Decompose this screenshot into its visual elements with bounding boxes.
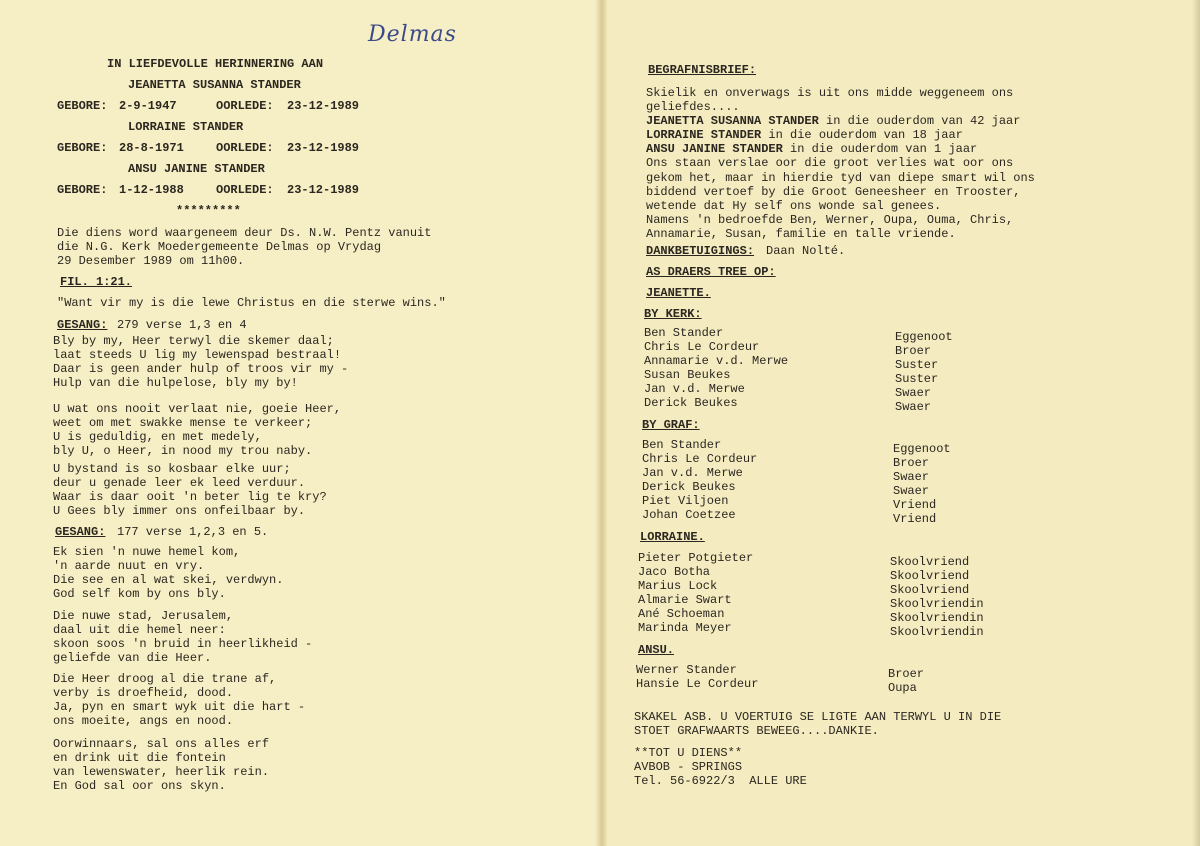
by-graf-heading: BY GRAF: [642, 418, 700, 432]
verse-line: en drink uit die fontein [53, 751, 226, 766]
service-details [57, 226, 431, 268]
verse-line: ons moeite, angs en nood. [53, 714, 234, 729]
bearer-name: Chris Le Cordeur [642, 452, 758, 467]
bearer-name: Derick Beukes [644, 396, 738, 411]
bearer-role: Suster [895, 372, 939, 387]
verse-line: Daar is geen ander hulp of troos vir my - [53, 362, 349, 377]
bearer-role: Skoolvriend [890, 569, 970, 584]
verse-line: U Gees bly immer ons onfeilbaar by. [53, 504, 306, 519]
verse-line: God self kom by ons bly. [53, 587, 226, 602]
bearer-name: Johan Coetzee [642, 508, 736, 523]
verse-line: deur u genade leer ek leed verduur. [53, 476, 306, 491]
bearer-name: Derick Beukes [642, 480, 736, 495]
bearer-name: Pieter Potgieter [638, 551, 754, 565]
bearer-name: Almarie Swart [638, 593, 732, 608]
body-line: wetende dat Hy self ons wonde sal genees. [646, 198, 942, 213]
bearer-role: Skoolvriend [890, 555, 970, 569]
notice-line: STOET GRAFWAARTS BEWEEG....DANKIE. [634, 724, 879, 739]
hymn1-verse [53, 462, 327, 518]
verse-line: Die see en al wat skei, verdwyn. [53, 573, 284, 588]
body-line: Annamarie, Susan, familie en talle vriende. [646, 226, 956, 241]
verse-line: Hulp van die hulpelose, bly my by! [53, 376, 298, 391]
deceased-age: in die ouderdom van 1 jaar [782, 142, 978, 157]
body-line: Skielik en onverwags is uit ons midde weggeneem ons [646, 86, 1014, 100]
hymn2-verse [53, 545, 283, 601]
verse-line: En God sal oor ons skyn. [53, 779, 226, 794]
service-line: 29 Desember 1989 om 11h00. [57, 254, 245, 269]
died-label-1: OORLEDE: [216, 99, 274, 113]
memorial-title: IN LIEFDEVOLLE HERINNERING AAN [107, 57, 324, 71]
deceased-age: in die ouderdom van 42 jaar [818, 114, 1021, 129]
verse-line: verby is droefheid, dood. [53, 686, 234, 701]
person-name-3: ANSU JANINE STANDER [128, 162, 265, 176]
scripture-ref: FIL. 1:21. [60, 275, 133, 289]
verse-line: Ek sien 'n nuwe hemel kom, [53, 545, 241, 559]
died-label-3: OORLEDE: [216, 183, 274, 197]
right-page [600, 0, 1200, 846]
bearer-name: Werner Stander [636, 663, 737, 677]
deceased-name: LORRAINE STANDER [646, 128, 762, 143]
deceased-line [646, 114, 1035, 128]
ansu-names [636, 663, 758, 691]
verse-line: van lewenswater, heerlik rein. [53, 765, 270, 780]
died-label-2: OORLEDE: [216, 141, 274, 155]
lorraine-names [638, 551, 753, 636]
bearer-role: Swaer [895, 386, 932, 401]
bearer-name: Marinda Meyer [638, 621, 732, 636]
bearer-role: Broer [888, 667, 925, 681]
ansu-heading: ANSU. [638, 643, 675, 657]
hymn1-verse [53, 334, 348, 390]
born-label-1: GEBORE: [57, 99, 108, 113]
bearer-role: Swaer [893, 470, 930, 485]
lorraine-roles [890, 555, 984, 640]
hymn1-ref: 279 verse 1,3 en 4 [117, 318, 247, 332]
deceased-line [646, 128, 1035, 142]
by-graf-names [642, 438, 757, 523]
bearer-name: Jan v.d. Merwe [642, 466, 743, 481]
deceased-name: ANSU JANINE STANDER [646, 142, 783, 157]
hymn2-verse [53, 737, 269, 793]
bearer-name: Jaco Botha [638, 565, 711, 580]
born-label-2: GEBORE: [57, 141, 108, 155]
footer-line: AVBOB - SPRINGS [634, 760, 743, 775]
notice-line: SKAKEL ASB. U VOERTUIG SE LIGTE AAN TERWYL U IN DIE [634, 710, 1002, 724]
hymn1-label: GESANG: [57, 318, 108, 332]
bearer-role: Skoolvriendin [890, 625, 984, 640]
bearer-role: Swaer [893, 484, 930, 499]
verse-line: U bystand is so kosbaar elke uur; [53, 462, 291, 476]
bearers-heading: AS DRAERS TREE OP: [646, 265, 776, 279]
bearer-role: Vriend [893, 512, 937, 527]
verse-line: daal uit die hemel neer: [53, 623, 226, 638]
vehicle-notice [634, 710, 1001, 738]
bearer-role: Swaer [895, 400, 932, 415]
verse-line: Ja, pyn en smart wyk uit die hart - [53, 700, 306, 715]
bearer-name: Susan Beukes [644, 368, 731, 383]
body-line: biddend vertoef by die Groot Geneesheer en Trooster, [646, 184, 1021, 199]
verse-line: geliefde van die Heer. [53, 651, 212, 666]
footer-line: Tel. 56-6922/3 ALLE URE [634, 774, 807, 789]
verse-line: skoon soos 'n bruid in heerlikheid - [53, 637, 313, 652]
bearer-role: Broer [895, 344, 932, 359]
born-date-1: 2-9-1947 [119, 99, 177, 113]
bearer-role: Oupa [888, 681, 917, 696]
handwritten-note: Delmas [368, 22, 457, 47]
hymn2-label: GESANG: [55, 525, 106, 539]
stars-divider: ********* [176, 204, 241, 218]
lorraine-heading: LORRAINE. [640, 530, 705, 544]
page-fold [595, 0, 607, 846]
hymn1-verse [53, 402, 341, 458]
by-kerk-names [644, 326, 788, 411]
undertaker-footer [634, 746, 807, 788]
verse-line: bly U, o Heer, in nood my trou naby. [53, 444, 313, 459]
bearer-name: Ben Stander [644, 326, 724, 340]
verse-line: 'n aarde nuut en vry. [53, 559, 205, 574]
deceased-line [646, 142, 1035, 156]
born-date-2: 28-8-1971 [119, 141, 184, 155]
body-line: Ons staan verslae oor die groot verlies wat oor ons [646, 156, 1014, 171]
born-date-3: 1-12-1988 [119, 183, 184, 197]
verse-line: laat steeds U lig my lewenspad bestraal! [53, 348, 342, 363]
verse-line: U is geduldig, en met medely, [53, 430, 262, 445]
thanks-value: Daan Nolté. [766, 244, 846, 258]
bearer-name: Marius Lock [638, 579, 718, 594]
person-name-1: JEANETTA SUSANNA STANDER [128, 78, 301, 92]
body-line: geliefdes.... [646, 100, 740, 115]
page-edge-shadow [1192, 0, 1200, 846]
body-line: gekom het, maar in hierdie tyd van diepe smart wil ons [646, 170, 1035, 185]
bearer-name: Chris Le Cordeur [644, 340, 760, 355]
deceased-age: in die ouderdom van 18 jaar [761, 128, 963, 143]
bearer-name: Jan v.d. Merwe [644, 382, 745, 397]
bearer-name: Annamarie v.d. Merwe [644, 354, 789, 369]
bearer-role: Skoolvriendin [890, 597, 984, 612]
bearer-role: Eggenoot [893, 442, 951, 456]
deceased-name: JEANETTA SUSANNA STANDER [646, 114, 819, 129]
died-date-2: 23-12-1989 [287, 141, 360, 155]
by-kerk-roles [895, 330, 953, 415]
bearer-role: Suster [895, 358, 939, 373]
bearer-role: Broer [893, 456, 930, 471]
bearer-role: Skoolvriend [890, 583, 970, 598]
bearer-name: Ben Stander [642, 438, 722, 452]
ansu-roles [888, 667, 924, 695]
funeral-letter-body [646, 86, 1035, 241]
person-name-2: LORRAINE STANDER [128, 120, 244, 134]
scripture-quote: "Want vir my is die lewe Christus en die sterwe wins." [57, 296, 446, 310]
bearer-name: Piet Viljoen [642, 494, 729, 509]
service-line: Die diens word waargeneem deur Ds. N.W. Pentz vanuit [57, 226, 432, 240]
verse-line: Bly by my, Heer terwyl die skemer daal; [53, 334, 334, 348]
bearer-role: Eggenoot [895, 330, 953, 344]
footer-line: **TOT U DIENS** [634, 746, 743, 760]
bearer-role: Skoolvriendin [890, 611, 984, 626]
service-line: die N.G. Kerk Moedergemeente Delmas op Vrydag [57, 240, 382, 255]
verse-line: Die nuwe stad, Jerusalem, [53, 609, 234, 623]
born-label-3: GEBORE: [57, 183, 108, 197]
bearer-role: Vriend [893, 498, 937, 513]
bearer-name: Hansie Le Cordeur [636, 677, 759, 692]
jeanette-heading: JEANETTE. [646, 286, 711, 300]
hymn2-verse [53, 672, 305, 728]
bearer-name: Ané Schoeman [638, 607, 725, 622]
verse-line: Oorwinnaars, sal ons alles erf [53, 737, 270, 751]
thanks-label: DANKBETUIGINGS: [646, 244, 755, 258]
verse-line: Waar is daar ooit 'n beter lig te kry? [53, 490, 327, 505]
verse-line: Die Heer droog al die trane af, [53, 672, 277, 686]
died-date-1: 23-12-1989 [287, 99, 360, 113]
hymn2-verse [53, 609, 312, 665]
verse-line: U wat ons nooit verlaat nie, goeie Heer, [53, 402, 342, 416]
hymn2-ref: 177 verse 1,2,3 en 5. [117, 525, 269, 539]
funeral-letter-heading: BEGRAFNISBRIEF: [648, 63, 757, 77]
body-line: Namens 'n bedroefde Ben, Werner, Oupa, Ouma, Chris, [646, 212, 1014, 227]
died-date-3: 23-12-1989 [287, 183, 360, 197]
by-graf-roles [893, 442, 951, 527]
verse-line: weet om met swakke mense te verkeer; [53, 416, 313, 431]
by-kerk-heading: BY KERK: [644, 307, 702, 321]
